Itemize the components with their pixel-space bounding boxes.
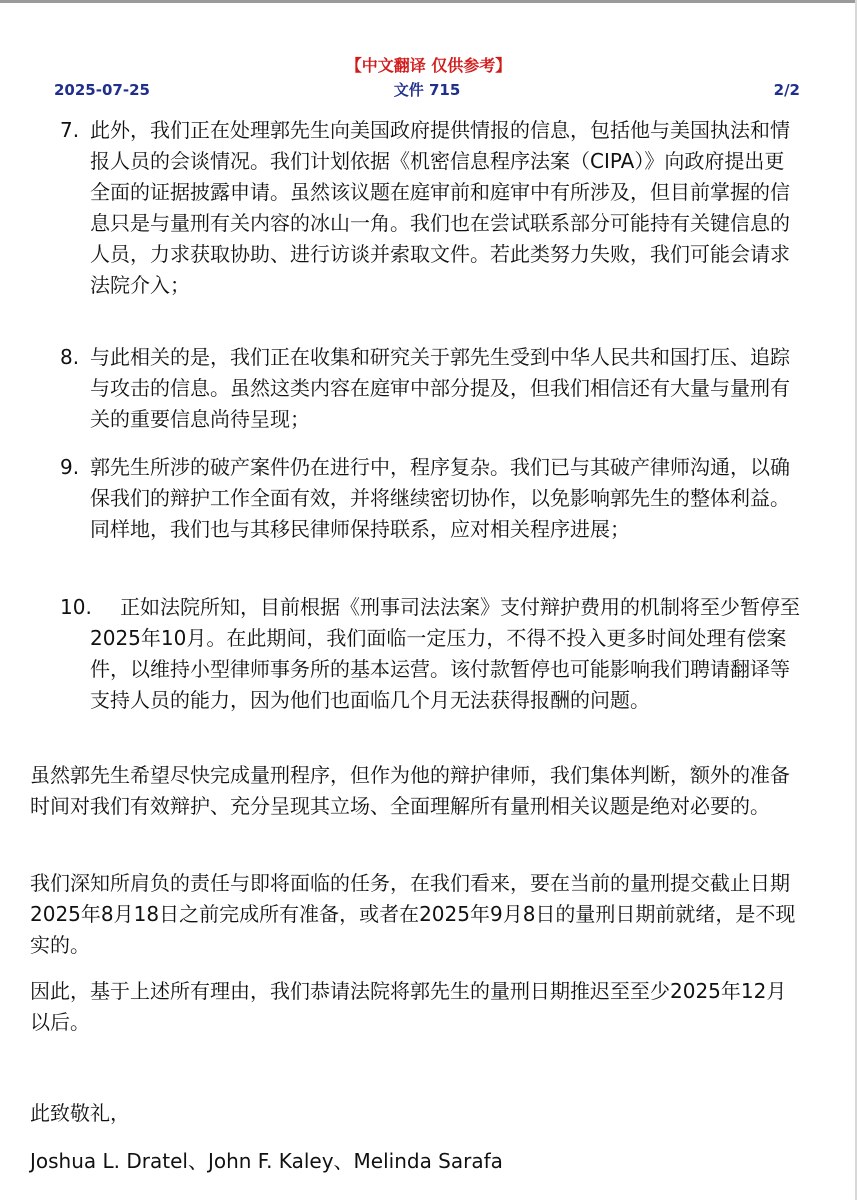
item-text: 与此相关的是，我们正在收集和研究关于郭先生受到中华人民共和国打压、追踪与攻击的信息。虽然这类内容在庭审中部分提及，但我们相信还有大量与量刑有关的重要信息尚待呈现； [90,345,790,431]
page-number: 2/2 [773,81,800,99]
paragraph-request: 因此，基于上述所有理由，我们恭请法院将郭先生的量刑日期推迟至至少2025年12月以后。 [30,979,787,1034]
item-text: 正如法院所知，目前根据《刑事司法法案》支付辩护费用的机制将至少暂停至2025年10月。在此期间，我们面临一定压力，不得不投入更多时间处理有偿案件，以维持小型律师事务所的基本运营。该付款暂停也可能影响我们聘请翻译等支持人员的能力，因为他们也面临几个月无法获得报酬的问题。 [90,595,800,712]
list-item-8 [60,342,800,435]
signatories: Joshua L. Dratel、John F. Kaley、Melinda Sarafa [30,1149,503,1173]
page-top-edge [0,0,857,3]
item-number: 9. [60,455,80,479]
list-item-7 [60,115,800,301]
closing-salutation: 此致敬礼， [30,1101,130,1125]
item-number: 10. [60,595,92,619]
item-number: 7. [60,118,80,142]
document-date: 2025-07-25 [54,81,150,99]
document-number: 文件 715 [393,81,461,99]
paragraph-necessity: 虽然郭先生希望尽快完成量刑程序，但作为他的辩护律师，我们集体判断，额外的准备时间对我们有效辩护、充分呈现其立场、全面理解所有量刑相关议题是绝对必要的。 [30,763,790,818]
item-text: 郭先生所涉的破产案件仍在进行中，程序复杂。我们已与其破产律师沟通，以确保我们的辩护工作全面有效，并将继续密切协作，以免影响郭先生的整体利益。同样地，我们也与其移民律师保持联系，应对相关程序进展； [90,455,790,541]
document-header [54,80,800,100]
list-item-10 [60,592,800,716]
paragraph-deadline: 我们深知所肩负的责任与即将面临的任务，在我们看来，要在当前的量刑提交截止日期2025年8月18日之前完成所有准备，或者在2025年9月8日的量刑日期前就绪，是不现实的。 [30,871,796,957]
translation-notice: 【中文翻译 仅供参考】 [345,56,512,75]
list-item-9 [60,452,800,545]
item-text: 此外，我们正在处理郭先生向美国政府提供情报的信息，包括他与美国执法和情报人员的会谈情况。我们计划依据《机密信息程序法案（CIPA）》向政府提出更全面的证据披露申请。虽然该议题在庭审前和庭审中有所涉及，但目前掌握的信息只是与量刑有关内容的冰山一角。我们也在尝试联系部分可能持有关键信息的人员，力求获取协助、进行访谈并索取文件。若此类努力失败，我们可能会请求法院介入； [90,118,790,297]
item-number: 8. [60,345,80,369]
